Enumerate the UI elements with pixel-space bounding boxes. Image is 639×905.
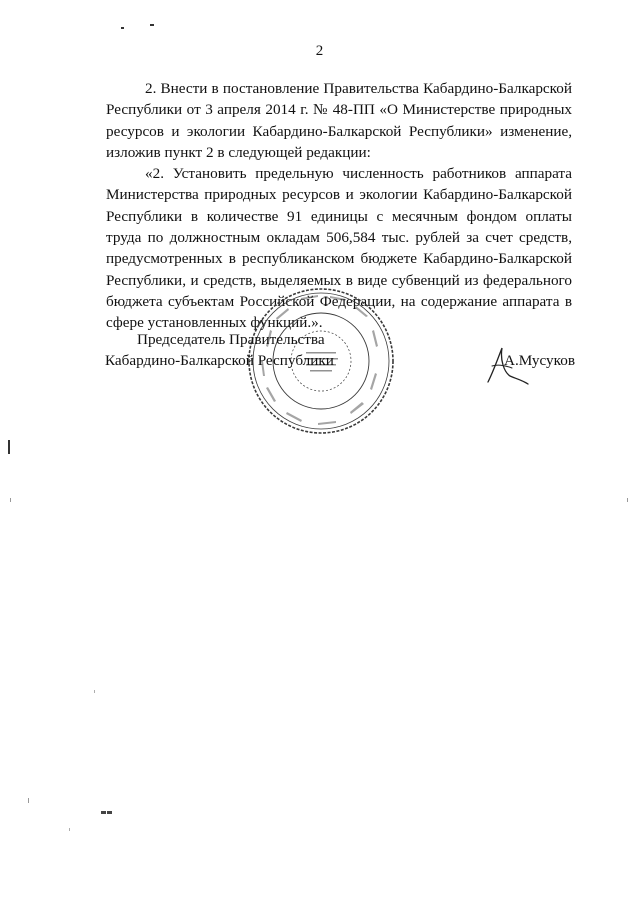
- signatory-title-line1: Председатель Правительства: [137, 331, 325, 348]
- scan-speck: [150, 24, 154, 26]
- code-glyph-icon: [101, 810, 113, 815]
- paragraph-amendment-text: «2. Установить предельную численность работников аппарата Министерства природных ресурсов и экологии Кабардино-Балкарской Республики в количестве 91 единицы с месячным фондом оплаты труда по должностным окладам 506,584 тыс. рублей за счет средств, предусмотренных в республиканском бюджете Кабардино-Балкарской Республики, и средств, выделяемых в виде субвенций из федерального бюджета субъектам Российской Федерации, на содержание аппарата в сфере установленных функций.».: [106, 165, 572, 332]
- margin-mark: [28, 798, 29, 803]
- handwritten-signature: [482, 340, 532, 390]
- scan-speck: [121, 27, 124, 29]
- signatory-title-line2: Кабардино-Балкарской Республики: [105, 352, 334, 369]
- margin-mark: [8, 440, 10, 454]
- margin-mark: [94, 690, 95, 693]
- margin-mark: [69, 828, 70, 831]
- margin-mark: [10, 498, 11, 502]
- signatory-name: А.Мусуков: [504, 352, 575, 369]
- page-number: 2: [315, 43, 324, 59]
- document-code-mark: [101, 810, 113, 817]
- margin-mark: [627, 498, 628, 502]
- paragraph-amendment-intro: 2. Внести в постановление Правительства Кабардино-Балкарской Республики от 3 апреля 2014 г. № 48-ПП «О Министерстве природных ресурсов и экологии Кабардино-Балкарской Республики» изменение, изложив пункт 2 в следующей редакции:: [106, 80, 572, 161]
